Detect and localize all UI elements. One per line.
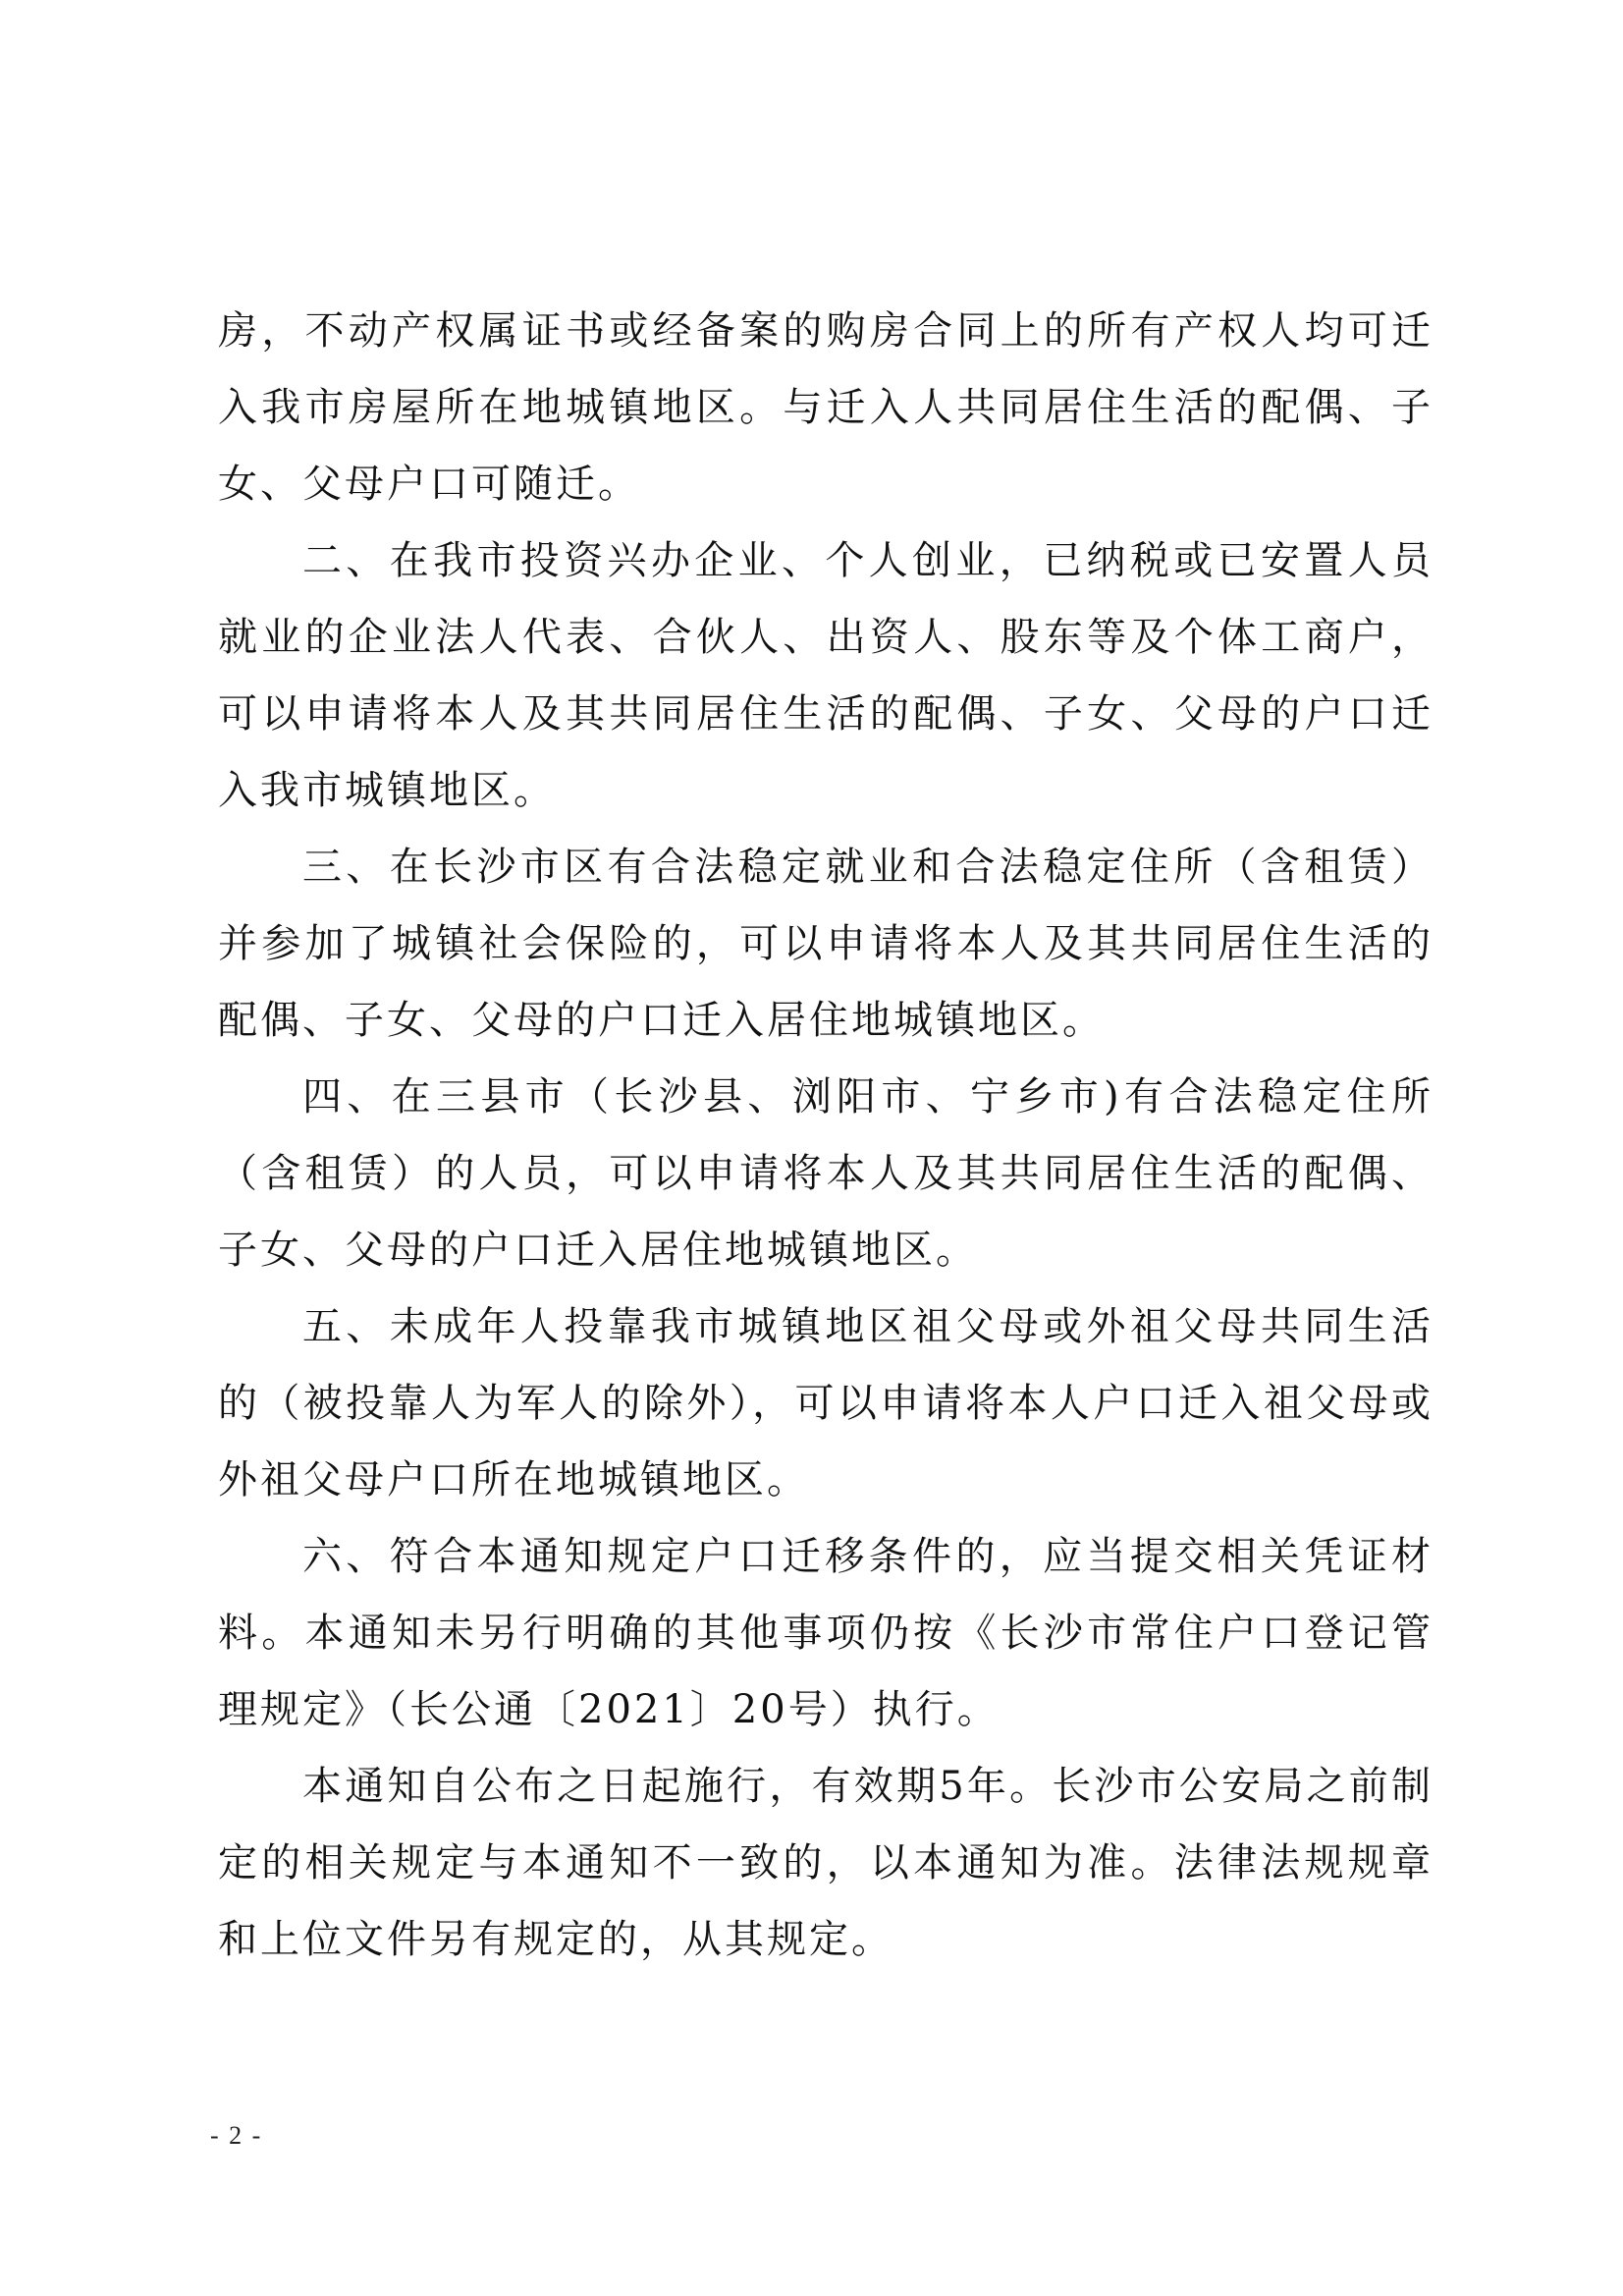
paragraph-item-5-minors: 五、未成年人投靠我市城镇地区祖父母或外祖父母共同生活的（被投靠人为军人的除外），可以申请将本人户口迁入祖父母或外祖父母户口所在地城镇地区。 bbox=[218, 1304, 1434, 1503]
paragraph-item-2-investment: 二、在我市投资兴办企业、个人创业，已纳税或已安置人员就业的企业法人代表、合伙人、出资人、股东等及个体工商户，可以申请将本人及其共同居住生活的配偶、子女、父母的户口迁入我市城镇地区。 bbox=[218, 538, 1434, 813]
paragraph-item-3-urban-employment: 三、在长沙市区有合法稳定就业和合法稳定住所（含租赁）并参加了城镇社会保险的，可以申请将本人及其共同居住生活的配偶、子女、父母的户口迁入居住地城镇地区。 bbox=[218, 845, 1434, 1043]
paragraph-continued-housing: 房，不动产权属证书或经备案的购房合同上的所有产权人均可迁入我市房屋所在地城镇地区。与迁入人共同居住生活的配偶、子女、父母户口可随迁。 bbox=[218, 308, 1434, 507]
page-number: - 2 - bbox=[210, 2121, 263, 2150]
paragraph-effective-date: 本通知自公布之日起施行，有效期5年。长沙市公安局之前制定的相关规定与本通知不一致的，以本通知为准。法律法规规章和上位文件另有规定的，从其规定。 bbox=[218, 1764, 1434, 1962]
paragraph-item-4-counties: 四、在三县市（长沙县、浏阳市、宁乡市)有合法稳定住所（含租赁）的人员，可以申请将本人及其共同居住生活的配偶、子女、父母的户口迁入居住地城镇地区。 bbox=[218, 1074, 1434, 1273]
body-text bbox=[218, 293, 1434, 1978]
paragraph-item-6-materials: 六、符合本通知规定户口迁移条件的，应当提交相关凭证材料。本通知未另行明确的其他事项仍按《长沙市常住户口登记管理规定》（长公通〔2021〕20号）执行。 bbox=[218, 1534, 1434, 1732]
